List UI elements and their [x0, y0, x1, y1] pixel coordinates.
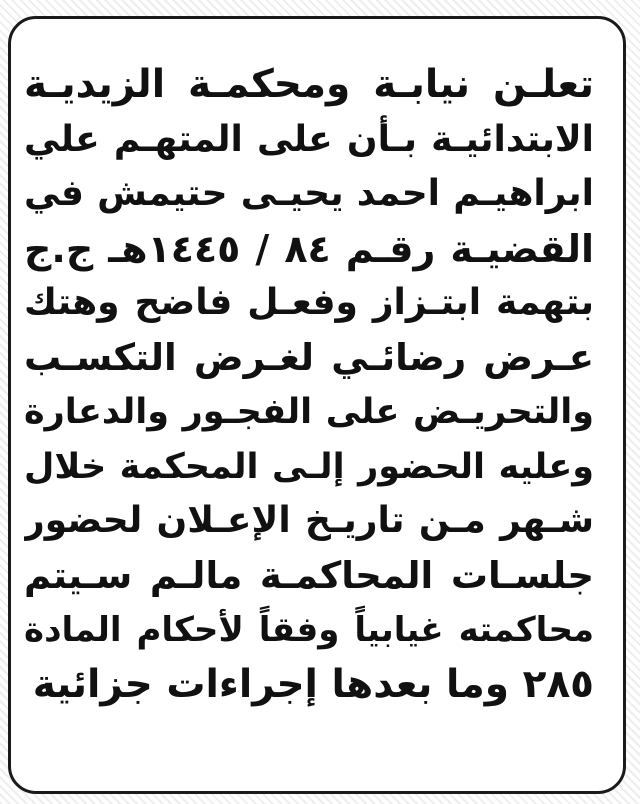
notice-line-2: الابتدائيـة بـأن على المتهـم علي [24, 118, 594, 160]
notice-line-1: تعلـن نيابـة ومحكمـة الزيديـة [24, 62, 594, 107]
notice-line-8: وعليه الحضور إلـى المحكمة خلال [24, 446, 594, 487]
notice-body [24, 58, 594, 712]
notice-line-12: ٢٨٥ وما بعدها إجراءات جزائية [32, 661, 594, 707]
notice-line-10: جلسـات المحاكمـة مالـم سـيتم [24, 553, 594, 597]
notice-line-7: والتحريـض على الفجـور والدعارة [24, 392, 594, 432]
notice-line-6: عـرض رضائـي لغـرض التكسـب [24, 335, 594, 379]
notice-line-5: بتهمة ابتـزاز وفعـل فاضح وهتك [24, 282, 594, 323]
notice-line-9: شـهر مـن تاريـخ الإعـلان لحضور [24, 500, 594, 541]
notice-line-4: القضيـة رقـم ٨٤ / ١٤٤٥هـ ج.ج [24, 226, 594, 271]
notice-line-11: محاكمته غيابياً وفقاً لأحكام المادة [24, 610, 594, 650]
notice-line-3: ابراهيـم احمد يحيـى حتيمش في [24, 173, 594, 214]
